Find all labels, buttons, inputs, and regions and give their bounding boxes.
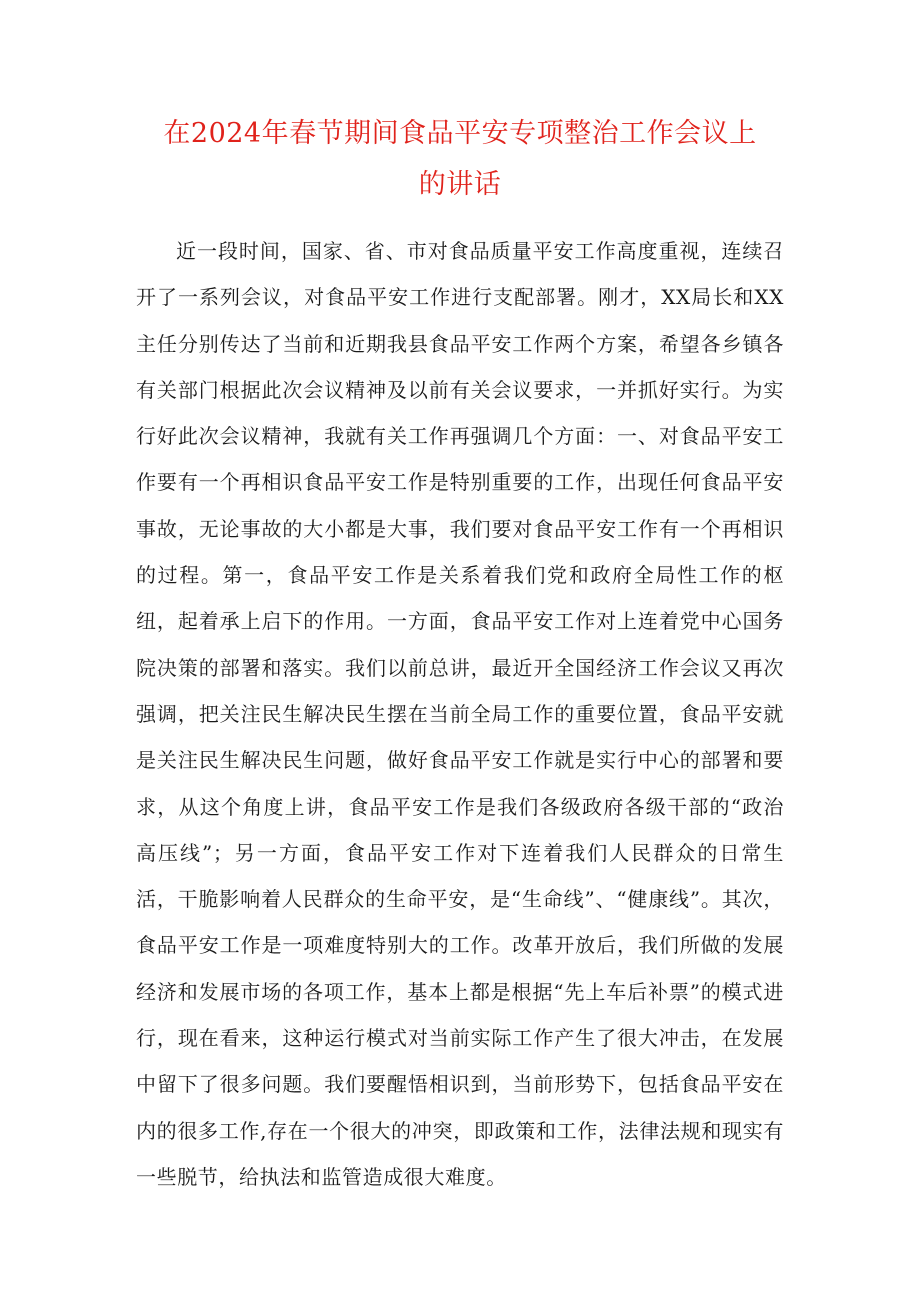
body-paragraph: 近一段时间，国家、省、市对食品质量平安工作高度重视，连续召开了一系列会议，对食品平安工作进行支配部署。刚才，XX局长和XX主任分别传达了当前和近期我县食品平安工作两个方案，希望各乡镇各有关部门根据此次会议精神及以前有关会议要求，一并抓好实行。为实行好此次会议精神，我就有关工作再强调几个方面：一、对食品平安工作要有一个再相识食品平安工作是特别重要的工作，出现任何食品平安事故，无论事故的大小都是大事，我们要对食品平安工作有一个再相识的过程。第一，食品平安工作是关系着我们党和政府全局性工作的枢纽，起着承上启下的作用。一方面，食品平安工作对上连着党中心国务院决策的部署和落实。我们以前总讲，最近开全国经济工作会议又再次强调，把关注民生解决民生摆在当前全局工作的重要位置，食品平安就是关注民生解决民生问题，做好食品平安工作就是实行中心的部署和要求，从这个角度上讲，食品平安工作是我们各级政府各级干部的“政治高压线”；另一方面，食品平安工作对下连着我们人民群众的日常生活，干脆影响着人民群众的生命平安，是“生命线”、“健康线”。其次，食品平安工作是一项难度特别大的工作。改革开放后，我们所做的发展经济和发展市场的各项工作，基本上都是根据“先上车后补票”的模式进行，现在看来，这种运行模式对当前实际工作产生了很大冲击，在发展中留下了很多问题。我们要醒悟相识到，当前形势下，包括食品平安在内的很多工作,存在一个很大的冲突，即政策和工作，法律法规和现实有一些脱节，给执法和监管造成很大难度。 — [136, 239, 784, 1189]
document-title — [130, 108, 790, 210]
title-line-1: 在2024年春节期间食品平安专项整治工作会议上 — [163, 118, 757, 149]
title-line-2: 的讲话 — [418, 169, 502, 200]
